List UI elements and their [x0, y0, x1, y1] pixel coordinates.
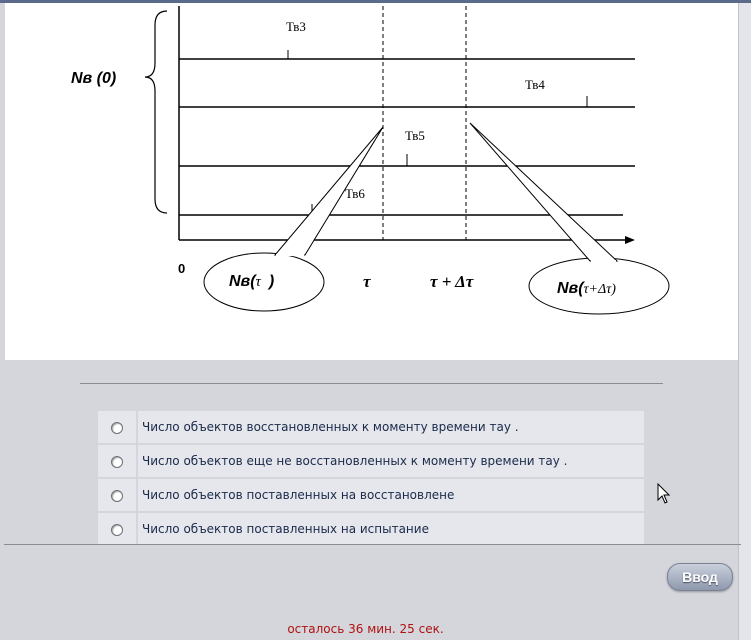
answer-radio-2[interactable] — [111, 456, 123, 468]
answer-label-1[interactable]: Число объектов восстановленных к моменту времени тау . — [138, 411, 644, 443]
tau-delta-label: τ + Δτ — [430, 272, 474, 291]
answer-label-4[interactable]: Число объектов поставленных на испытание — [138, 513, 644, 545]
diagram-svg — [5, 3, 738, 360]
callout-left-arg: τ — [255, 274, 261, 290]
tau-label: τ — [363, 272, 371, 291]
callout-left-prefix: Nв( — [229, 273, 256, 290]
question-diagram — [5, 3, 738, 360]
answer-radio-1[interactable] — [111, 422, 123, 434]
answer-option[interactable] — [98, 513, 644, 545]
answer-label-2[interactable]: Число объектов еще не восстановленных к моменту времени тау . — [138, 445, 644, 477]
answer-radio-cell — [98, 479, 138, 511]
answer-label-3[interactable]: Число объектов поставленных на восстановлене — [138, 479, 644, 511]
answer-radio-4[interactable] — [111, 524, 123, 536]
answer-radio-cell — [98, 445, 138, 477]
divider-bottom — [4, 544, 741, 545]
mouse-pointer-icon — [657, 483, 671, 505]
submit-button[interactable]: Ввод — [667, 563, 733, 591]
time-remaining: осталось 36 мин. 25 сек. — [287, 622, 444, 636]
label-tv5: Тв5 — [405, 128, 425, 143]
answer-radio-cell — [98, 411, 138, 443]
callout-left-bubble — [204, 253, 324, 311]
callout-right-arg: τ+Δτ) — [583, 282, 616, 297]
group-brace — [145, 11, 167, 213]
callout-right-prefix: Nв( — [557, 280, 584, 297]
group-label: Nв (0) — [71, 70, 117, 87]
answer-option[interactable] — [98, 479, 644, 511]
label-tv6: Тв6 — [345, 186, 365, 201]
answer-options — [98, 409, 644, 547]
answer-option[interactable] — [98, 445, 644, 477]
label-tv4: Тв4 — [525, 77, 545, 92]
x-axis-arrow — [625, 236, 635, 244]
callout-left-suffix: ) — [268, 273, 275, 290]
divider-top — [80, 383, 663, 384]
callout-right-text — [557, 280, 616, 297]
label-tv3: Тв3 — [286, 19, 306, 34]
origin-label: 0 — [178, 261, 186, 276]
callout-left-pointer — [275, 127, 383, 255]
answer-option[interactable] — [98, 411, 644, 443]
answer-radio-cell — [98, 513, 138, 545]
answer-radio-3[interactable] — [111, 490, 123, 502]
